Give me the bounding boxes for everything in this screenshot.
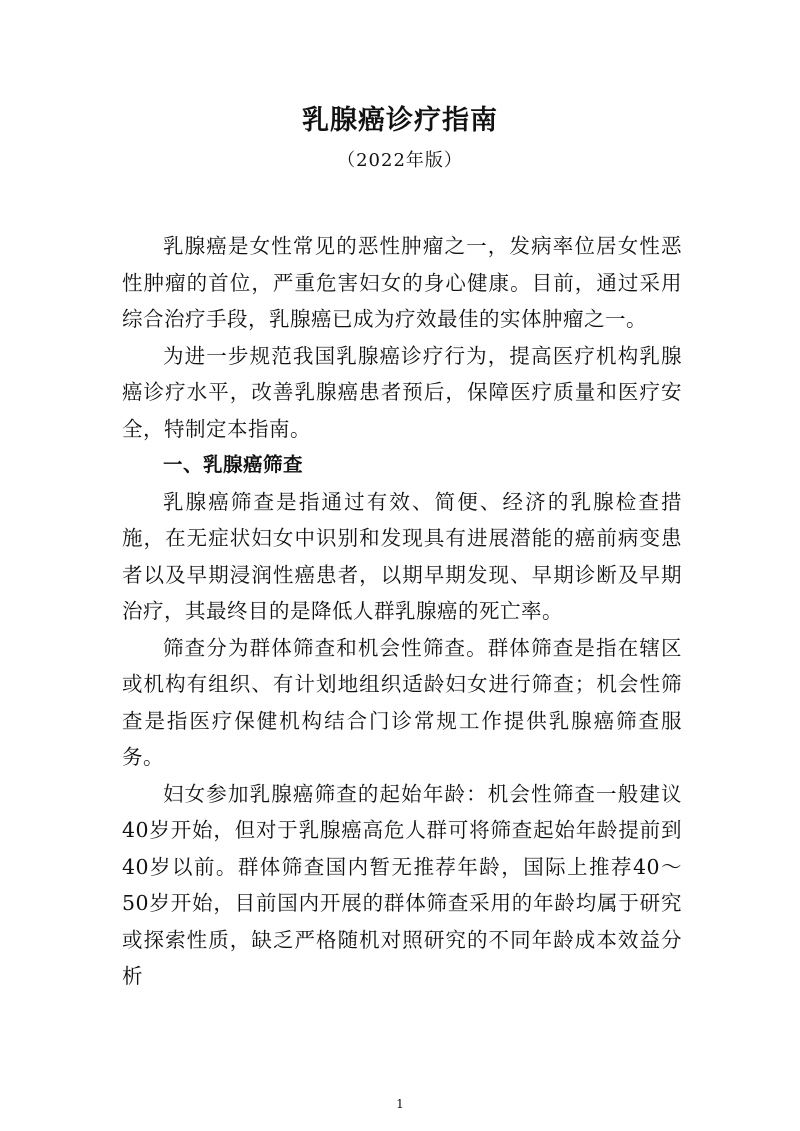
paragraph-screening-definition: 乳腺癌筛查是指通过有效、简便、经济的乳腺检查措施，在无症状妇女中识别和发现具有进展潜能的癌前病变患者以及早期浸润性癌患者，以期早期发现、早期诊断及早期治疗，其最终目的是降低人群乳腺癌的死亡率。 — [122, 489, 682, 623]
paragraph-screening-types: 筛查分为群体筛查和机会性筛查。群体筛查是指在辖区或机构有组织、有计划地组织适龄妇女进行筛查；机会性筛查是指医疗保健机构结合门诊常规工作提供乳腺癌筛查服务。 — [122, 635, 682, 769]
paragraph-intro-2: 为进一步规范我国乳腺癌诊疗行为，提高医疗机构乳腺癌诊疗水平，改善乳腺癌患者预后，保障医疗质量和医疗安全，特制定本指南。 — [122, 343, 682, 441]
paragraph-intro-1: 乳腺癌是女性常见的恶性肿瘤之一，发病率位居女性恶性肿瘤的首位，严重危害妇女的身心健康。目前，通过采用综合治疗手段，乳腺癌已成为疗效最佳的实体肿瘤之一。 — [122, 234, 682, 331]
document-subtitle: （2022年版） — [337, 150, 463, 171]
section-heading: 一、乳腺癌筛查 — [163, 453, 304, 476]
paragraph-screening-age: 妇女参加乳腺癌筛查的起始年龄：机会性筛查一般建议40岁开始，但对于乳腺癌高危人群可将筛查起始年龄提前到40岁以前。群体筛查国内暂无推荐年龄，国际上推荐40～50岁开始，目前国内开展的群体筛查采用的年龄均属于研究或探索性质，缺乏严格随机对照研究的不同年龄成本效益分析 — [122, 781, 682, 988]
document-title: 乳腺癌诊疗指南 — [302, 105, 498, 136]
document-body — [122, 228, 682, 995]
page-number: 1 — [396, 1097, 404, 1111]
